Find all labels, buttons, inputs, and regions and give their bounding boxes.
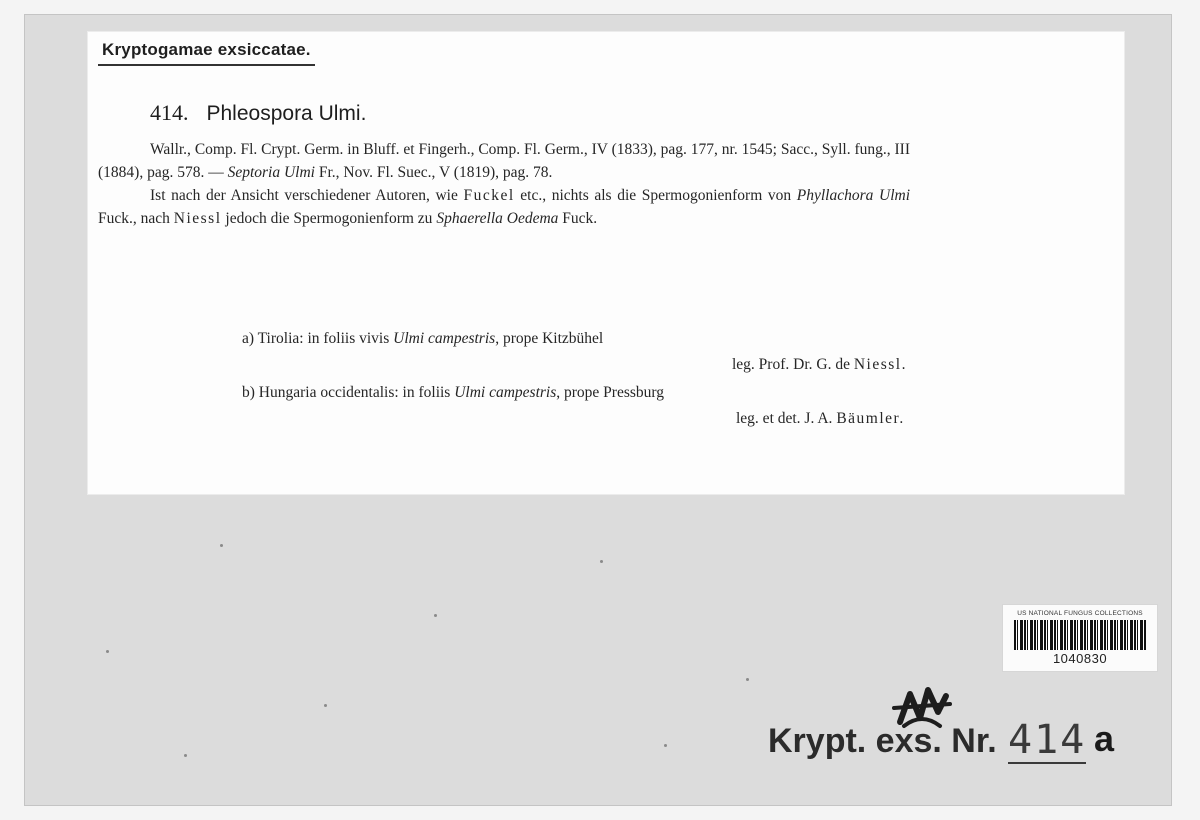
host-name: Ulmi campestris xyxy=(393,330,496,347)
collector-a-name: Niessl. xyxy=(853,356,907,373)
barcode-label xyxy=(1002,604,1158,672)
collector-a xyxy=(732,356,907,374)
paper-speck xyxy=(324,704,327,707)
note-text: Fuck., nach xyxy=(98,210,174,227)
collector-b-name: Bäumler. xyxy=(836,410,905,427)
barcode-icon xyxy=(1014,620,1146,650)
author-fuckel: Fuckel xyxy=(463,187,515,204)
author-niessl: Niessl xyxy=(173,210,222,227)
species-name: Phleospora Ulmi. xyxy=(206,102,367,125)
citation-paragraph xyxy=(98,138,910,184)
paper-speck xyxy=(746,678,749,681)
series-title: Kryptogamae exsiccatae. xyxy=(98,40,315,66)
note-paragraph xyxy=(98,184,910,230)
paper-speck xyxy=(106,650,109,653)
locality-b-place: , prope Pressburg xyxy=(556,384,665,401)
stamp-text: Krypt. exs. Nr. xyxy=(768,722,997,760)
paper-speck xyxy=(220,544,223,547)
locality-a-place: , prope Kitzbühel xyxy=(495,330,604,347)
paper-speck xyxy=(664,744,667,747)
handwritten-suffix: a xyxy=(1094,718,1115,759)
note-text: jedoch die Spermogonienform zu xyxy=(221,210,437,227)
citation-text: Wallr., Comp. Fl. Crypt. Germ. in Bluff. et Fingerh., Comp. Fl. Germ., IV (1833), pag. 177, nr. 1545; Sacc., Syll. fung., III (1884), pag. 578. — xyxy=(98,141,910,181)
locality-a xyxy=(242,330,603,348)
collector-a-text: leg. Prof. Dr. G. de xyxy=(732,356,854,373)
exsiccata-stamp xyxy=(768,722,997,761)
host-name: Ulmi campestris xyxy=(454,384,557,401)
synonym-name: Septoria Ulmi xyxy=(227,164,315,181)
note-text: etc., nichts als die Spermogonienform von xyxy=(514,187,797,204)
barcode-header: US NATIONAL FUNGUS COLLECTIONS xyxy=(1017,610,1143,617)
taxon-phyllachora: Phyllachora Ulmi xyxy=(796,187,911,204)
exsiccata-number: 414. xyxy=(150,100,189,125)
handwritten-number: 414 xyxy=(1008,717,1087,763)
locality-b xyxy=(242,384,664,402)
collector-b-text: leg. et det. J. A. xyxy=(736,410,837,427)
note-text: Ist nach der Ansicht verschiedener Autoren, wie xyxy=(150,187,464,204)
species-heading xyxy=(150,100,366,126)
label-body xyxy=(98,138,910,230)
taxon-sphaerella: Sphaerella Oedema xyxy=(436,210,559,227)
collector-b xyxy=(736,410,905,428)
note-text: Fuck. xyxy=(558,210,598,227)
citation-text-end: Fr., Nov. Fl. Suec., V (1819), pag. 78. xyxy=(314,164,553,181)
locality-a-text: a) Tirolia: in foliis vivis xyxy=(242,330,394,347)
locality-b-text: b) Hungaria occidentalis: in foliis xyxy=(242,384,455,401)
paper-speck xyxy=(434,614,437,617)
paper-speck xyxy=(600,560,603,563)
paper-speck xyxy=(184,754,187,757)
barcode-number: 1040830 xyxy=(1052,651,1108,666)
